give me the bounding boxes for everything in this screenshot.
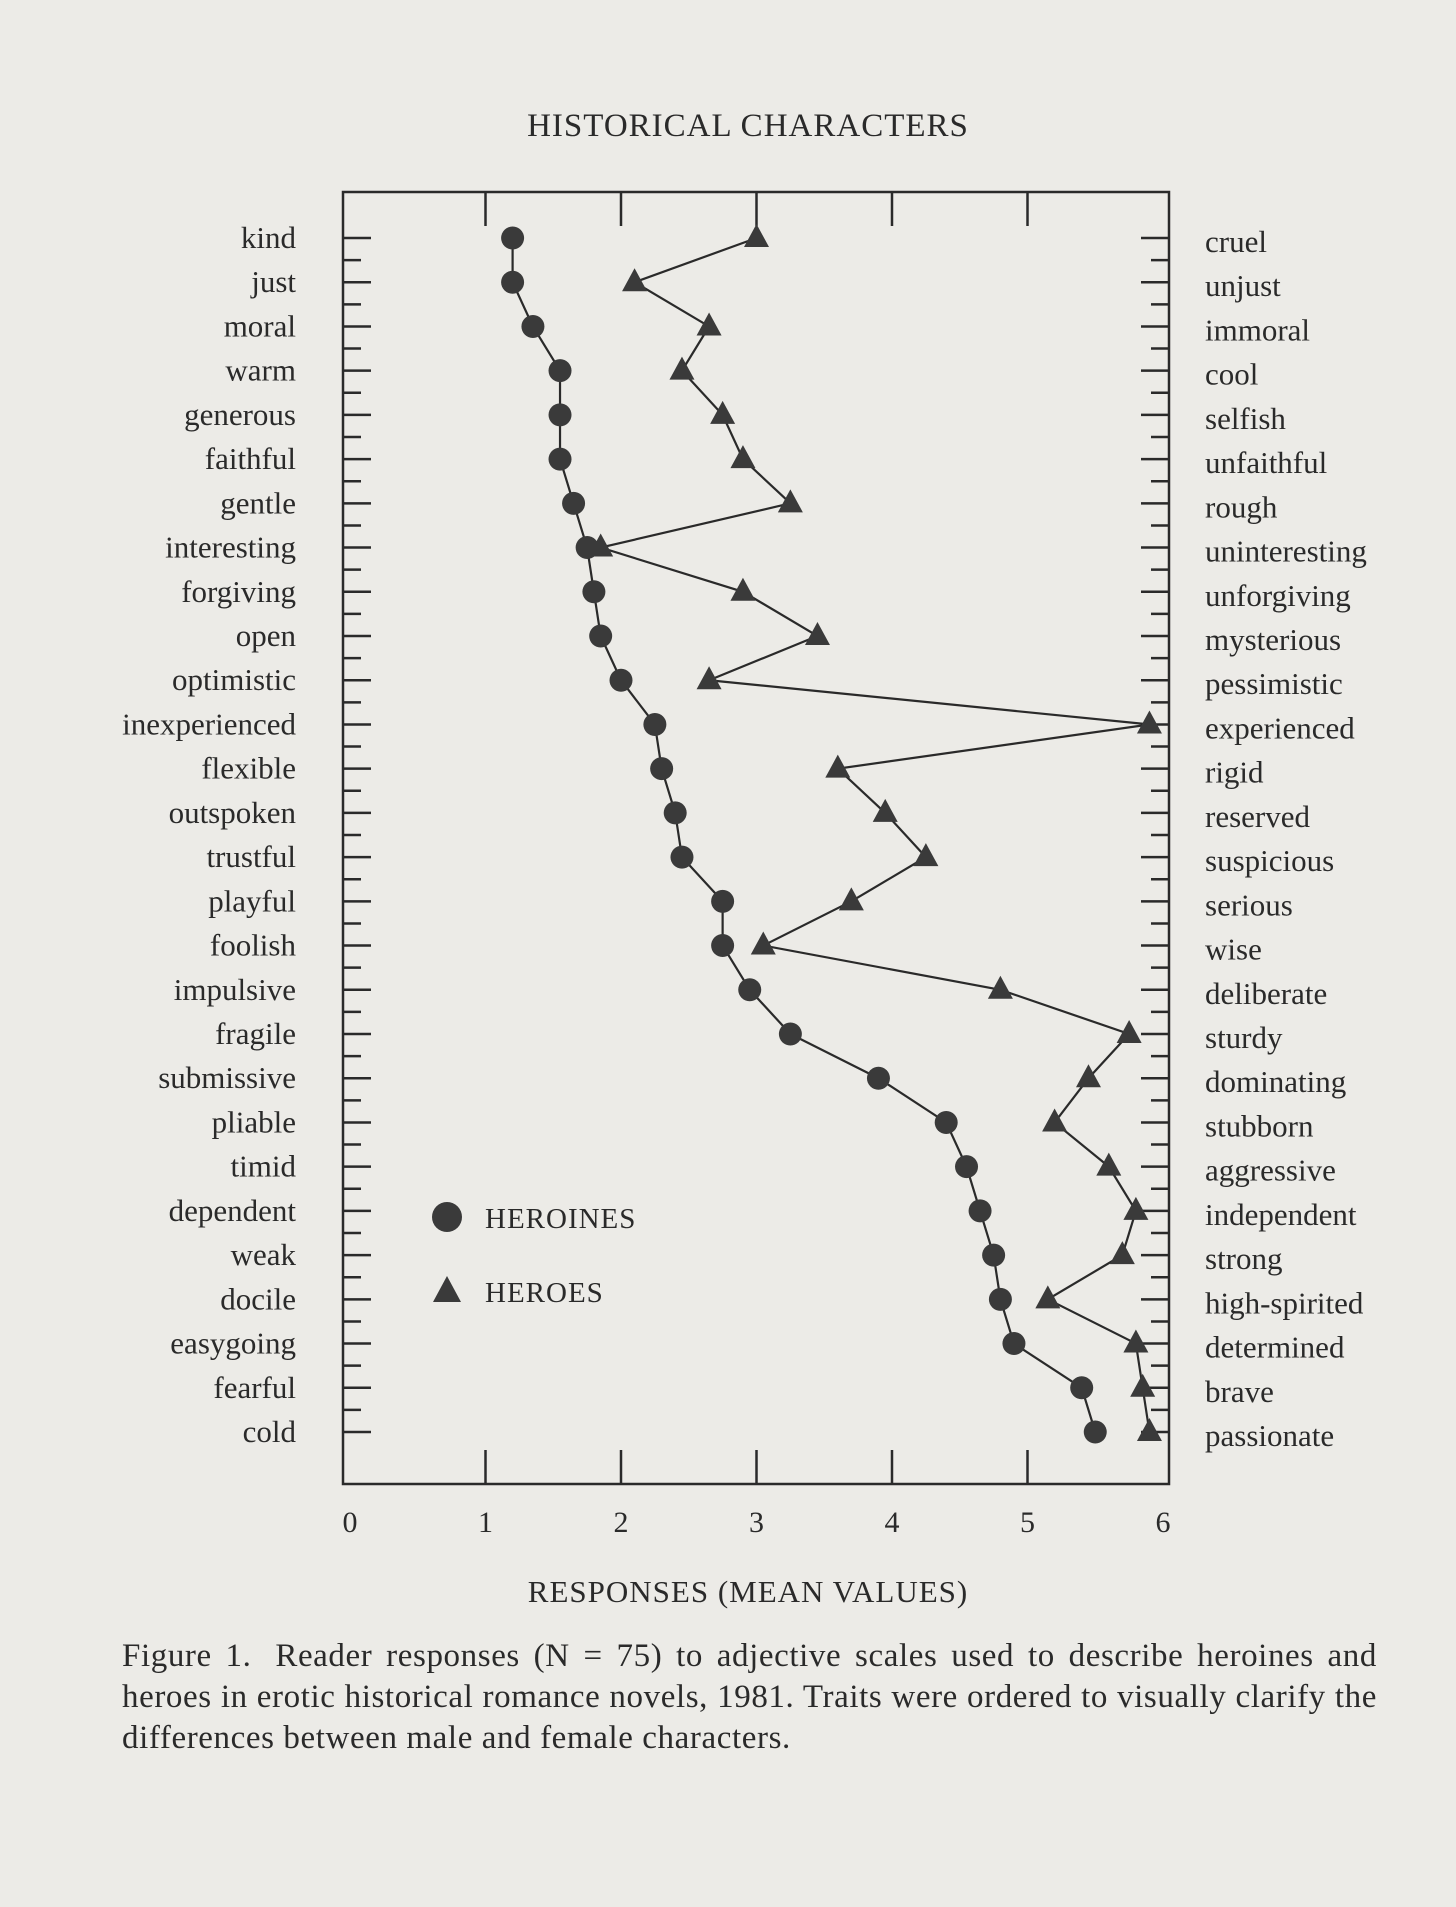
left-label-optimistic: optimistic (172, 662, 296, 698)
legend-heroes-marker (433, 1276, 461, 1302)
x-tick-labels (343, 1506, 1171, 1539)
hero-point (873, 799, 898, 822)
series-markers (501, 224, 1162, 1444)
heroine-point (1002, 1332, 1025, 1355)
right-label-rough: rough (1205, 489, 1278, 525)
right-label-brave: brave (1205, 1373, 1274, 1409)
right-label-independent: independent (1205, 1196, 1357, 1232)
right-label-serious: serious (1205, 887, 1293, 923)
heroine-point (562, 492, 585, 515)
hero-point (839, 887, 864, 910)
hero-point (697, 312, 722, 335)
heroine-point (610, 669, 633, 692)
x-tick-label-0: 0 (342, 1506, 358, 1539)
right-trait-labels (1205, 224, 1367, 1453)
right-label-aggressive: aggressive (1205, 1152, 1336, 1188)
right-label-cool: cool (1205, 356, 1259, 392)
x-tick-label-6: 6 (1155, 1506, 1171, 1539)
left-label-flexible: flexible (201, 750, 296, 786)
right-tick-marks (1141, 238, 1169, 1432)
hero-point (669, 357, 694, 380)
hero-point (730, 445, 755, 468)
right-label-unfaithful: unfaithful (1205, 445, 1328, 481)
right-label-unforgiving: unforgiving (1205, 577, 1351, 613)
heroine-point (670, 846, 693, 869)
figure-caption (122, 1636, 1377, 1759)
series-line-heroes (601, 238, 1150, 1432)
x-tick-label-3: 3 (749, 1506, 764, 1539)
left-label-foolish: foolish (209, 927, 296, 963)
right-label-sturdy: sturdy (1205, 1020, 1283, 1055)
right-label-mysterious: mysterious (1205, 622, 1342, 657)
heroine-point (969, 1199, 992, 1222)
figure-number: Figure 1. (122, 1638, 252, 1674)
hero-point (1123, 1197, 1148, 1220)
left-label-playful: playful (208, 883, 296, 919)
left-label-outspoken: outspoken (168, 794, 296, 830)
right-label-suspicious: suspicious (1205, 843, 1335, 879)
right-label-passionate: passionate (1205, 1418, 1335, 1453)
hero-point (1123, 1330, 1148, 1353)
heroine-point (935, 1111, 958, 1134)
left-label-impulsive: impulsive (173, 971, 296, 1007)
heroine-point (711, 934, 734, 957)
left-label-dependent: dependent (168, 1192, 296, 1228)
left-label-easygoing: easygoing (170, 1325, 296, 1361)
heroine-point (982, 1244, 1005, 1267)
right-label-determined: determined (1205, 1329, 1345, 1365)
heroine-point (989, 1288, 1012, 1311)
left-label-interesting: interesting (165, 529, 296, 565)
right-label-wise: wise (1205, 931, 1262, 967)
left-label-timid: timid (230, 1148, 296, 1184)
hero-point (825, 755, 850, 778)
heroine-point (643, 713, 666, 736)
chart-title: HISTORICAL CHARACTERS (527, 108, 969, 144)
right-label-rigid: rigid (1205, 754, 1264, 790)
left-label-just: just (251, 264, 296, 300)
left-label-docile: docile (220, 1281, 296, 1317)
left-label-kind: kind (240, 220, 296, 255)
right-label-uninteresting: uninteresting (1205, 533, 1367, 569)
left-label-generous: generous (184, 396, 296, 432)
heroine-point (1084, 1421, 1107, 1444)
left-label-inexperienced: inexperienced (122, 706, 296, 742)
heroine-point (549, 403, 572, 426)
left-label-fragile: fragile (215, 1016, 296, 1051)
right-label-high-spirited: high-spirited (1205, 1285, 1364, 1321)
heroine-point (779, 1023, 802, 1046)
x-tick-label-4: 4 (884, 1506, 900, 1539)
left-label-weak: weak (230, 1237, 296, 1273)
heroine-point (955, 1155, 978, 1178)
right-label-deliberate: deliberate (1205, 975, 1328, 1011)
right-label-strong: strong (1205, 1241, 1283, 1277)
caption-text: Reader responses (N = 75) to adjective scales used to describe heroines and heroes in erotic historical romance novels, 1981. Traits were ordered to visually clarify the differences between male and female characters. (122, 1638, 1377, 1756)
series-lines (513, 238, 1150, 1432)
x-tick-label-1: 1 (478, 1506, 493, 1539)
series-line-heroines (513, 238, 1096, 1432)
heroine-point (1070, 1376, 1093, 1399)
right-label-stubborn: stubborn (1205, 1108, 1314, 1144)
heroine-point (501, 271, 524, 294)
right-label-reserved: reserved (1205, 798, 1310, 834)
left-label-gentle: gentle (220, 485, 296, 521)
right-label-pessimistic: pessimistic (1205, 666, 1343, 702)
left-label-open: open (235, 618, 296, 653)
heroine-point (582, 580, 605, 603)
left-label-moral: moral (223, 308, 296, 344)
plot-frame (343, 192, 1169, 1484)
left-label-forgiving: forgiving (181, 573, 296, 609)
x-tick-label-5: 5 (1020, 1506, 1035, 1539)
hero-point (1137, 710, 1162, 733)
legend-heroines-marker (432, 1202, 462, 1232)
hero-point (744, 224, 769, 247)
left-label-warm: warm (225, 352, 296, 388)
right-label-experienced: experienced (1205, 710, 1355, 746)
x-axis-label: RESPONSES (MEAN VALUES) (527, 1574, 969, 1609)
left-trait-labels (122, 220, 296, 1449)
hero-point (778, 489, 803, 512)
heroine-point (738, 978, 761, 1001)
legend (432, 1202, 636, 1309)
right-label-immoral: immoral (1205, 312, 1311, 348)
heroine-point (711, 890, 734, 913)
heroine-point (650, 757, 673, 780)
heroine-point (501, 227, 524, 250)
legend-heroes-label: HEROES (485, 1277, 604, 1309)
hero-point (1110, 1241, 1135, 1264)
heroine-point (664, 801, 687, 824)
hero-point (1035, 1285, 1060, 1308)
left-label-faithful: faithful (204, 441, 296, 477)
left-label-fearful: fearful (213, 1369, 296, 1405)
right-label-cruel: cruel (1205, 224, 1267, 259)
heroine-point (549, 359, 572, 382)
hero-point (1137, 1418, 1162, 1441)
hero-point (1096, 1153, 1121, 1176)
hero-point (1130, 1374, 1155, 1397)
heroine-point (521, 315, 544, 338)
hero-point (805, 622, 830, 645)
heroine-point (589, 625, 612, 648)
legend-heroines-label: HEROINES (485, 1203, 637, 1235)
x-tick-label-2: 2 (613, 1506, 629, 1539)
left-label-trustful: trustful (206, 839, 296, 875)
left-label-pliable: pliable (211, 1104, 296, 1140)
right-label-dominating: dominating (1205, 1064, 1347, 1100)
hero-point (751, 932, 776, 955)
left-tick-marks (343, 238, 371, 1432)
heroine-point (867, 1067, 890, 1090)
left-label-submissive: submissive (158, 1060, 296, 1096)
right-label-unjust: unjust (1205, 268, 1281, 304)
left-label-cold: cold (242, 1414, 296, 1449)
heroine-point (549, 448, 572, 471)
right-label-selfish: selfish (1205, 400, 1286, 436)
